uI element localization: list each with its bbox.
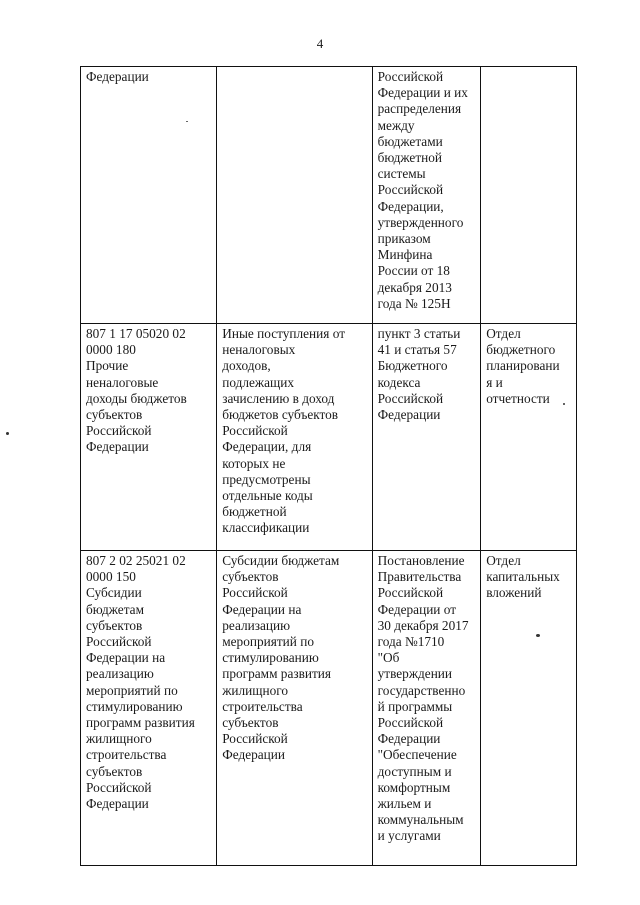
scan-speck bbox=[6, 432, 9, 435]
cell-line: Российской bbox=[377, 182, 444, 198]
cell-line: мероприятий по bbox=[86, 682, 178, 698]
cell-line: Федерации на bbox=[222, 601, 302, 617]
cell-line: "Обеспечение bbox=[377, 747, 457, 763]
cell-line: капитальных bbox=[486, 569, 560, 585]
cell-line: Федерации bbox=[86, 439, 149, 455]
cell-line: которых не bbox=[222, 455, 286, 471]
cell-line: 807 1 17 05020 02 bbox=[86, 326, 186, 341]
cell-line: Российской bbox=[86, 634, 152, 650]
cell-line: Федерации bbox=[377, 407, 441, 423]
cell-line: стимулированию bbox=[86, 698, 183, 714]
cell-line: Федерации bbox=[86, 69, 149, 84]
cell-line: Российской bbox=[222, 731, 288, 747]
cell-line: я и bbox=[486, 374, 503, 390]
cell-line: доступным и bbox=[377, 763, 452, 779]
description-cell bbox=[217, 67, 372, 324]
cell-line: 30 декабря 2017 bbox=[377, 617, 469, 633]
cell-line: Российской bbox=[86, 779, 152, 795]
cell-line: отчетности bbox=[486, 390, 550, 406]
cell-line: Российской bbox=[222, 423, 288, 439]
table-row bbox=[81, 67, 577, 324]
cell-line: Федерации от bbox=[377, 601, 457, 617]
page-number: 4 bbox=[316, 36, 324, 51]
cell-line: приказом bbox=[377, 231, 431, 247]
cell-line: Российской bbox=[377, 69, 444, 84]
cell-line: утвержденного bbox=[377, 214, 464, 230]
cell-line: вложений bbox=[486, 585, 542, 601]
budget-code-cell bbox=[81, 324, 217, 551]
table-row bbox=[81, 551, 577, 866]
cell-line: Субсидии бюджетам bbox=[222, 553, 340, 568]
cell-line: Российской bbox=[222, 585, 288, 601]
cell-line: кодекса bbox=[377, 374, 421, 390]
description-cell bbox=[217, 551, 372, 866]
cell-line: субъектов bbox=[222, 569, 279, 585]
cell-line: 0000 150 bbox=[86, 569, 136, 585]
cell-line: доходы бюджетов bbox=[86, 390, 187, 406]
document-table bbox=[80, 66, 577, 866]
cell-line: Российской bbox=[377, 390, 444, 406]
cell-line: неналоговые bbox=[86, 374, 159, 390]
cell-line: реализацию bbox=[222, 617, 291, 633]
cell-line: Федерации bbox=[222, 747, 286, 763]
cell-line: Бюджетного bbox=[377, 358, 448, 374]
cell-line: бюджетами bbox=[377, 133, 443, 149]
cell-line: й программы bbox=[377, 698, 453, 714]
cell-line: декабря 2013 bbox=[377, 279, 452, 295]
cell-line: неналоговых bbox=[222, 342, 296, 358]
cell-line: системы bbox=[377, 166, 426, 182]
cell-line: комфортным bbox=[377, 779, 451, 795]
cell-line: строительства bbox=[222, 698, 303, 714]
cell-line: Федерации, для bbox=[222, 439, 312, 455]
cell-line: мероприятий по bbox=[222, 634, 314, 650]
scan-speck bbox=[536, 634, 540, 637]
cell-line: Иные поступления от bbox=[222, 326, 346, 341]
table-row bbox=[81, 324, 577, 551]
cell-line: подлежащих bbox=[222, 374, 295, 390]
department-cell bbox=[481, 67, 577, 324]
description-cell bbox=[217, 324, 372, 551]
cell-line: Федерации, bbox=[377, 198, 444, 214]
cell-line: пункт 3 статьи bbox=[377, 326, 461, 341]
cell-line: бюджетной bbox=[222, 504, 287, 520]
cell-line: Федерации на bbox=[86, 650, 166, 666]
cell-line: и услугами bbox=[377, 828, 441, 844]
cell-line: программ развития bbox=[86, 715, 195, 731]
cell-line: субъектов bbox=[86, 763, 143, 779]
cell-line: Российской bbox=[377, 585, 444, 601]
cell-line: "Об bbox=[377, 650, 400, 666]
cell-line: программ развития bbox=[222, 666, 332, 682]
cell-line: распределения bbox=[377, 101, 462, 117]
cell-line: жилищного bbox=[86, 731, 152, 747]
cell-line: коммунальным bbox=[377, 812, 464, 828]
legal-basis-cell bbox=[372, 324, 481, 551]
cell-line: бюджетов субъектов bbox=[222, 407, 339, 423]
cell-line: зачислению в доход bbox=[222, 390, 335, 406]
cell-line: 41 и статья 57 bbox=[377, 342, 457, 358]
department-cell bbox=[481, 324, 577, 551]
cell-line: Постановление bbox=[377, 553, 465, 568]
cell-line: реализацию bbox=[86, 666, 154, 682]
cell-line: Отдел bbox=[486, 326, 521, 341]
cell-line: отдельные коды bbox=[222, 488, 313, 504]
cell-line: предусмотрены bbox=[222, 471, 311, 487]
scan-speck bbox=[563, 403, 565, 405]
budget-code-cell bbox=[81, 67, 217, 324]
cell-line: субъектов bbox=[222, 715, 279, 731]
cell-line: бюджетам bbox=[86, 601, 144, 617]
cell-line: Российской bbox=[86, 423, 152, 439]
cell-line: бюджетного bbox=[486, 342, 556, 358]
cell-line: государственно bbox=[377, 682, 466, 698]
cell-line: Федерации и их bbox=[377, 85, 468, 101]
cell-line: Минфина bbox=[377, 247, 433, 263]
cell-line: Прочие bbox=[86, 358, 129, 374]
cell-line: доходов, bbox=[222, 358, 271, 374]
budget-code-cell bbox=[81, 551, 217, 866]
cell-line: Отдел bbox=[486, 553, 521, 568]
cell-line: Федерации bbox=[377, 731, 441, 747]
cell-line: стимулированию bbox=[222, 650, 319, 666]
cell-line: жилищного bbox=[222, 682, 289, 698]
cell-line: Правительства bbox=[377, 569, 462, 585]
cell-line: Российской bbox=[377, 715, 444, 731]
cell-line: планировани bbox=[486, 358, 560, 374]
cell-line: строительства bbox=[86, 747, 167, 763]
cell-line: года № 125Н bbox=[377, 295, 451, 311]
legal-basis-cell bbox=[372, 67, 481, 324]
department-cell bbox=[481, 551, 577, 866]
cell-line: Субсидии bbox=[86, 585, 142, 601]
cell-line: классификации bbox=[222, 520, 310, 536]
cell-line: России от 18 bbox=[377, 263, 450, 279]
cell-line: утверждении bbox=[377, 666, 453, 682]
cell-line: между bbox=[377, 117, 415, 133]
cell-line: Федерации bbox=[86, 796, 149, 812]
legal-basis-cell bbox=[372, 551, 481, 866]
cell-line: 0000 180 bbox=[86, 342, 136, 358]
cell-line: субъектов bbox=[86, 407, 143, 423]
cell-line: года №1710 bbox=[377, 634, 445, 650]
cell-line: жильем и bbox=[377, 796, 432, 812]
scan-speck bbox=[186, 121, 188, 122]
cell-line: субъектов bbox=[86, 617, 143, 633]
cell-line: 807 2 02 25021 02 bbox=[86, 553, 186, 568]
cell-line: бюджетной bbox=[377, 150, 443, 166]
